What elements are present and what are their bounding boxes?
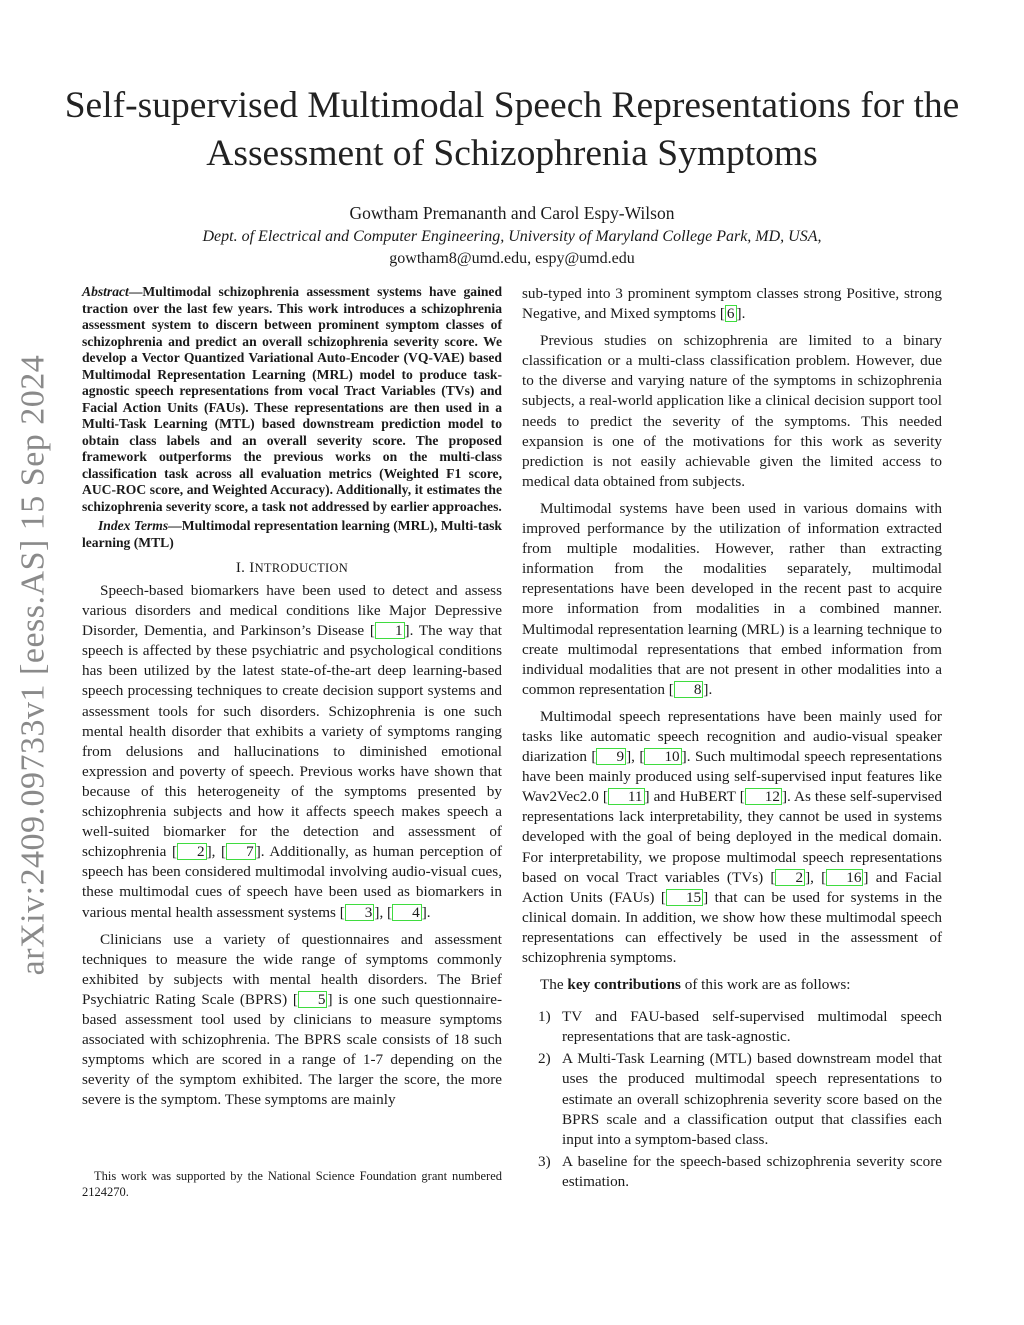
index-terms [82,518,502,551]
text-run: , [810,868,822,886]
text-run: Multimodal speech representations have been mainly used for tasks like automatic speech recognition and audio-visual speaker diarization [522,707,942,766]
text-run: . The way that speech is affected by these psychiatric and psychological conditions has been utilized by the latest state-of-the-art deep learning-based speech processing techniques to create decision support systems and assessment tools for such disorders. Schizophrenia is one such mental health disorder that exhibits a variety of symptoms ranging from delusions and hallucinations to diminished emotional expression and poverty of speech. Previous works have shown that because of this heterogeneity of the symptoms presented by schizophrenia subjects and how it affects speech makes speech a well-suited biomarker for the detection and assessment of schizophrenia [82,622,503,861]
list-item-number: 3) [538,1152,551,1170]
citation-link[interactable]: 2 [177,843,207,860]
citation-link[interactable]: 10 [644,748,681,765]
citation-link[interactable]: 8 [674,681,704,698]
abstract-text: —Multimodal schizophrenia assessment systems have gained traction over the last few years. This work introduces a schizophrenia assessment system to discern between prominent symptom classes of schizophrenia and predict an overall schizophrenia severity score. We develop a Vector Quantized Variational Auto-Encoder (VQ-VAE) based Multimodal Representation Learning (MRL) model to produce task-agnostic speech representations from vocal Tract Variables (TVs) and Facial Action Units (FAUs). These representations are then used in a Multi-Task Learning (MTL) based downstream prediction model to obtain class labels and an overall severity score. The proposed framework outperforms the previous works on the multi-class classification task across all evaluation metrics (Weighted F1 score, AUC-ROC score, and Weighted Accuracy). Additionally, it estimates the schizophrenia severity score, a task not addressed by earlier approaches. [82,284,502,514]
citation-link[interactable]: 3 [345,904,375,921]
author-block [60,202,964,270]
citation-link[interactable]: 9 [596,748,626,765]
list-item [522,1007,942,1047]
list-item [522,1049,942,1149]
author-emails: gowtham8@umd.edu, espy@umd.edu [389,250,635,267]
contributions-intro [522,975,942,995]
list-item-number: 2) [538,1050,551,1068]
right-column [522,284,942,1194]
section-heading-introduction [82,560,502,577]
citation-link[interactable]: 7 [226,843,256,860]
index-terms-text: —Multimodal representation learning (MRL), Multi-task learning (MTL) [82,518,502,550]
list-item-text: A Multi-Task Learning (MTL) based downstream model that uses the produced multimodal speech representations to estimate an overall schizophrenia severity score based on the BPRS scale and a classification output that classifies each input into a symptom-based class. [562,1050,942,1148]
text-run: . [741,305,746,323]
paper-title: Self-supervised Multimodal Speech Representations for the Assessment of Schizophrenia Symptoms [64,85,960,174]
list-item-number: 1) [538,1008,551,1026]
text-run: that can be used for systems in the clinical domain. In addition, we show how these multimodal speech representations can effectively be used in the assessment of schizophrenia symptoms. [522,888,943,966]
text-run: . Such multimodal speech representations have been mainly produced using self-supervised input features like Wav2Vec2.0 [522,748,942,806]
arxiv-side-stamp [8,345,58,985]
text-run: . [708,680,713,698]
text-run: . [426,903,431,921]
text-run: . As these self-supervised representations lack interpretability, they cannot be used in systems developed with the goal of being deployed in the medical domain. For interpretability, we propose multimodal speech representations based on vocal Tract variables (TVs) [522,788,943,886]
list-item-text: A baseline for the speech-based schizophrenia severity score estimation. [562,1152,942,1190]
citation-link[interactable]: 4 [392,904,422,921]
left-column [82,284,502,1110]
text-run: Multimodal systems have been used in various domains with improved performance by the utilization of information extracted from multiple modalities. However, rather than extracting information from the modalities separately, multimodal representations have been developed in the recent past to acquire more information from modalities in a combined manner. Multimodal representation learning (MRL) is a learning technique to create multimodal representations that embed information from individual modalities that are not present in other modalities into a common representation [522,499,942,698]
index-terms-lead: Index Terms [98,518,169,533]
citation-link[interactable]: 1 [375,622,405,639]
intro-paragraph-4: Multimodal systems have been used in various domains with improved performance by the utilization of information extracted from multiple modalities. However, rather than extracting information from the modalities separately, multimodal representations have been developed in the recent past to acquire more information from modalities in a combined manner. Multimodal representation learning (MRL) is a learning technique to create multimodal representations that embed information from individual modalities that are not present in other modalities into a common representation [ 8 ]. [522,499,942,698]
text-run: , [379,903,388,921]
funding-footnote: This work was supported by the National Science Foundation grant numbered 2124270. [82,1169,502,1199]
text-run: Clinicians use a variety of questionnaires and assessment techniques to measure the wide range of symptoms commonly exhibited by subjects with mental health disorders. The Brief Psychiatric Rating Scale (BPRS) [82,930,502,1008]
intro-paragraph-2: Clinicians use a variety of questionnaires and assessment techniques to measure the wide range of symptoms commonly exhibited by subjects with mental health disorders. The Brief Psychiatric Rating Scale (BPRS) [ 5 ] is one such questionnaire-based assessment tool used by clinicians to measure symptoms associated with schizophrenia. The BPRS scale consists of 18 such symptoms which are scored in a range of 1-7 depending on the severity of the symptom exhibited. The larger the score, the more severe is the symptom. These symptoms are mainly [82,930,502,1109]
text-run: . Additionally, as human perception of speech has been considered multimodal involving audio-visual cues, these multimodal cues of speech have been used as biomarkers in various mental health assessment systems [82,843,502,921]
list-item [522,1152,942,1192]
citation-link[interactable]: 5 [298,991,328,1008]
abstract-lead: Abstract [82,284,129,299]
author-affiliation: Dept. of Electrical and Computer Engineering, University of Maryland College Park, MD, USA, [202,228,822,245]
text-run: Speech-based biomarkers have been used to detect and assess various disorders and medical conditions like Major Depressive Disorder, Dementia, and Parkinson’s Disease [82,582,502,640]
text-run: , [211,843,222,861]
citation-link[interactable]: 11 [608,788,645,805]
author-names: Gowtham Premananth and Carol Espy-Wilson [349,203,675,223]
citation-link[interactable]: 16 [826,869,863,886]
contributions-list [522,1007,942,1192]
text-run: and HuBERT [649,788,740,806]
text-run: The [540,976,568,994]
citation-link[interactable]: 2 [775,869,805,886]
citation-link[interactable]: 15 [666,889,703,906]
intro-paragraph-3: Previous studies on schizophrenia are limited to a binary classification or a multi-class classification problem. However, due to the diverse and varying nature of the symptoms in schizophrenia subjects, a real-world application like a clinical decision support tool needs to predict the severity of the symptoms. This needed expansion is one of the motivations for this work as severity prediction is not easily achievable given the limited access to medical data obtained from subjects. [522,332,942,490]
list-item-text: TV and FAU-based self-supervised multimodal speech representations that are task-agnostic. [562,1008,942,1046]
intro-paragraph-continued: sub-typed into 3 prominent symptom classes strong Positive, strong Negative, and Mixed symptoms [ 6 ]. [522,285,942,323]
text-run: of this work are as follows: [680,976,851,994]
text-run: sub-typed into 3 prominent symptom classes strong Positive, strong Negative, and Mixed symptoms [522,285,942,323]
citation-link[interactable]: 6 [726,305,735,323]
text-run: and Facial Action Units (FAUs) [522,868,942,906]
key-contributions-emphasis: key contributions [567,976,681,994]
citation-link[interactable]: 12 [745,788,782,805]
intro-paragraph-5: Multimodal speech representations have been mainly used for tasks like automatic speech recognition and audio-visual speaker diarization [ 9 ], [ 10 ]. Such multimodal speech representations have been mainly produced using self-supervised input features like Wav2Vec2.0 [ 11 ] and HuBERT [ 12 ]. As these self-supervised representations lack interpretability, they cannot be used in systems developed with the goal of being deployed in the medical domain. For interpretability, we propose multimodal speech representations based on vocal Tract variables (TVs) [ 2 ], [ 16 ] and Facial Action Units (FAUs) [ 15 ] that can be used for systems in the clinical domain. In addition, we show how these multimodal speech representations can effectively be used in the assessment of schizophrenia symptoms. [522,707,943,966]
text-run: , [631,748,640,766]
section-title: NTRODUCTION [254,561,349,575]
text-run: is one such questionnaire-based assessment tool used by clinicians to measure symptoms associated with schizophrenia. The BPRS scale consists of 18 such symptoms which are scored in a range of 1-7 depending on the severity of the symptom exhibited. The larger the score, the more severe is the symptom. These symptoms are mainly [82,990,502,1109]
abstract [82,284,502,515]
section-numeral: I. I [235,560,255,576]
intro-paragraph-1: Speech-based biomarkers have been used to detect and assess various disorders and medical conditions like Major Depressive Disorder, Dementia, and Parkinson’s Disease [ 1 ]. The way that speech is affected by these psychiatric and psychological conditions has been utilized by the latest state-of-the-art deep learning-based speech processing techniques to create decision support systems and assessment tools for such disorders. Schizophrenia is one such mental health disorder that exhibits a variety of symptoms ranging from delusions and hallucinations to diminished emotional expression and poverty of speech. Previous works have shown that because of this heterogeneity of the symptoms presented by schizophrenia subjects and how it affects speech makes speech a well-suited biomarker for the detection and assessment of schizophrenia [ 2 ], [ 7 ]. Additionally, as human perception of speech has been considered multimodal involving audio-visual cues, these multimodal cues of speech have been used as biomarkers in various mental health assessment systems [ 3 ], [ 4 ]. [82,582,503,921]
arxiv-identifier[interactable]: arXiv:2409.09733v1 [eess.AS] 15 Sep 2024 [14,354,51,976]
